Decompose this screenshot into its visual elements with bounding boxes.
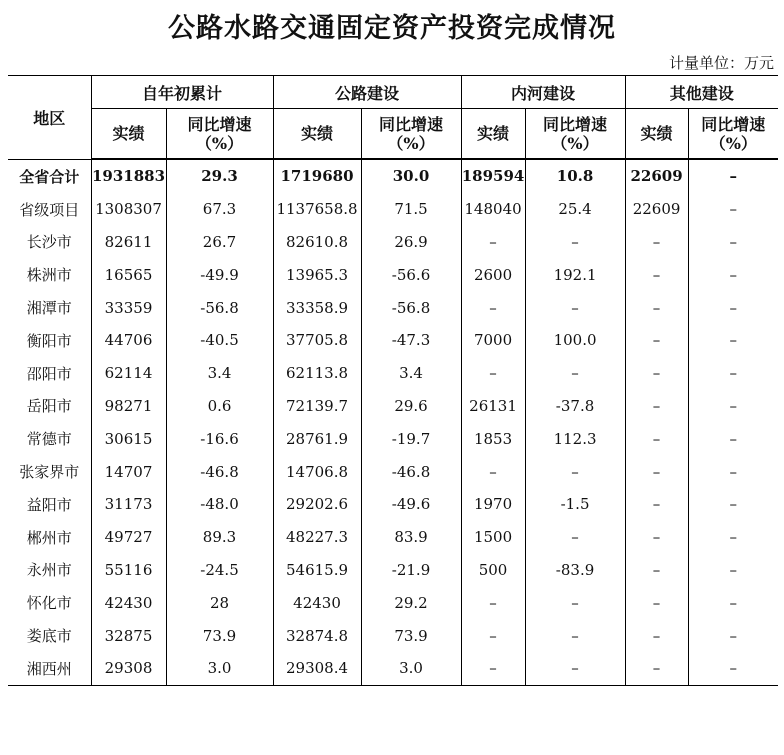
group-header-highway: 公路建设: [273, 76, 461, 109]
waterway-actual-cell: –: [461, 226, 525, 259]
investment-table: [8, 75, 778, 686]
other-yoy-cell: –: [729, 626, 738, 645]
region-cell: 张家界市: [8, 455, 91, 488]
other-yoy-cell: –: [688, 652, 778, 685]
highway-actual-cell: 62113.8: [273, 357, 361, 390]
ytd-yoy-cell: 26.7: [166, 226, 273, 259]
highway-actual-cell: 33358.9: [273, 291, 361, 324]
table-row: [8, 258, 778, 291]
ytd-yoy-cell: 29.3: [166, 159, 273, 193]
waterway-actual-cell: 189594: [461, 159, 525, 193]
region-cell: 长沙市: [8, 226, 91, 259]
actual-header: 实绩: [625, 109, 688, 160]
highway-yoy-cell: 83.9: [361, 521, 461, 554]
table-row: [8, 159, 778, 193]
table-row: [8, 226, 778, 259]
ytd-actual-cell: 14707: [91, 455, 166, 488]
waterway-yoy-cell: 112.3: [525, 422, 625, 455]
waterway-yoy-cell: –: [525, 291, 625, 324]
highway-actual-cell: 28761.9: [273, 422, 361, 455]
highway-actual-cell: 1137658.8: [273, 193, 361, 226]
ytd-actual-cell: 30615: [91, 422, 166, 455]
ytd-actual-cell: 98271: [91, 390, 166, 423]
table-body: [8, 159, 778, 685]
ytd-yoy-cell: -24.5: [166, 554, 273, 587]
highway-yoy-cell: 73.9: [361, 619, 461, 652]
waterway-actual-cell: 2600: [461, 258, 525, 291]
other-actual-cell: –: [625, 422, 688, 455]
other-yoy-cell: –: [729, 364, 738, 383]
waterway-actual-cell: –: [461, 357, 525, 390]
table-row: [8, 554, 778, 587]
yoy-header: 同比增速 （%）: [166, 109, 273, 160]
highway-yoy-cell: 3.4: [361, 357, 461, 390]
region-header: 地区: [8, 76, 91, 160]
other-actual-cell: –: [625, 586, 688, 619]
ytd-yoy-cell: -49.9: [166, 258, 273, 291]
ytd-actual-cell: 29308: [91, 652, 166, 685]
waterway-actual-cell: –: [461, 652, 525, 685]
actual-header: 实绩: [461, 109, 525, 160]
waterway-actual-cell: –: [461, 619, 525, 652]
other-yoy-cell: –: [729, 593, 738, 612]
other-yoy-cell: –: [729, 265, 738, 284]
other-yoy-cell: –: [729, 560, 738, 579]
table-row: [8, 652, 778, 685]
waterway-actual-cell: 148040: [461, 193, 525, 226]
other-yoy-cell: –: [729, 396, 738, 415]
other-actual-cell: –: [625, 258, 688, 291]
table-row: [8, 324, 778, 357]
region-cell: 邵阳市: [8, 357, 91, 390]
page-title: 公路水路交通固定资产投资完成情况: [168, 13, 616, 44]
ytd-yoy-cell: -56.8: [166, 291, 273, 324]
ytd-yoy-cell: 89.3: [166, 521, 273, 554]
waterway-yoy-cell: 10.8: [525, 159, 625, 193]
ytd-actual-cell: 49727: [91, 521, 166, 554]
ytd-yoy-cell: -46.8: [166, 455, 273, 488]
region-cell: 益阳市: [8, 488, 91, 521]
waterway-yoy-cell: –: [525, 226, 625, 259]
region-cell: 娄底市: [8, 619, 91, 652]
highway-actual-cell: 32874.8: [273, 619, 361, 652]
other-yoy-cell: –: [729, 232, 738, 251]
region-cell: 衡阳市: [8, 324, 91, 357]
ytd-yoy-cell: 0.6: [166, 390, 273, 423]
yoy-header: 同比增速 （%）: [361, 109, 461, 160]
actual-header: 实绩: [273, 109, 361, 160]
highway-yoy-cell: -47.3: [361, 324, 461, 357]
other-yoy-cell: –: [729, 462, 738, 481]
waterway-yoy-cell: –: [525, 586, 625, 619]
ytd-actual-cell: 62114: [91, 357, 166, 390]
region-cell: 株洲市: [8, 258, 91, 291]
other-yoy-cell: –: [729, 298, 738, 317]
waterway-actual-cell: –: [461, 586, 525, 619]
waterway-yoy-cell: –: [525, 619, 625, 652]
highway-actual-cell: 72139.7: [273, 390, 361, 423]
other-actual-cell: –: [625, 357, 688, 390]
highway-yoy-cell: 3.0: [361, 652, 461, 685]
highway-actual-cell: 1719680: [273, 159, 361, 193]
ytd-yoy-cell: 3.0: [166, 652, 273, 685]
other-actual-cell: –: [625, 554, 688, 587]
other-actual-cell: –: [625, 488, 688, 521]
region-cell: 常德市: [8, 422, 91, 455]
table-row: [8, 521, 778, 554]
other-yoy-cell: –: [729, 429, 738, 448]
yoy-header: 同比增速 （%）: [525, 109, 625, 160]
other-actual-cell: –: [625, 226, 688, 259]
other-actual-cell: –: [625, 619, 688, 652]
ytd-yoy-cell: -48.0: [166, 488, 273, 521]
table-row: [8, 193, 778, 226]
ytd-actual-cell: 32875: [91, 619, 166, 652]
highway-yoy-cell: 30.0: [361, 159, 461, 193]
waterway-yoy-cell: –: [525, 357, 625, 390]
highway-yoy-cell: 29.6: [361, 390, 461, 423]
highway-yoy-cell: -21.9: [361, 554, 461, 587]
other-actual-cell: –: [625, 455, 688, 488]
other-actual-cell: 22609: [625, 193, 688, 226]
highway-yoy-cell: 29.2: [361, 586, 461, 619]
region-cell: 全省合计: [8, 159, 91, 193]
waterway-yoy-cell: -83.9: [525, 554, 625, 587]
other-yoy-cell: –: [729, 200, 738, 219]
ytd-actual-cell: 31173: [91, 488, 166, 521]
ytd-actual-cell: 82611: [91, 226, 166, 259]
highway-actual-cell: 14706.8: [273, 455, 361, 488]
other-actual-cell: –: [625, 652, 688, 685]
other-actual-cell: –: [625, 324, 688, 357]
ytd-actual-cell: 42430: [91, 586, 166, 619]
waterway-actual-cell: 500: [461, 554, 525, 587]
ytd-actual-cell: 44706: [91, 324, 166, 357]
table-row: [8, 586, 778, 619]
table-row: [8, 390, 778, 423]
ytd-yoy-cell: 3.4: [166, 357, 273, 390]
region-cell: 省级项目: [8, 193, 91, 226]
table-row: [8, 357, 778, 390]
ytd-yoy-cell: -16.6: [166, 422, 273, 455]
waterway-actual-cell: 1970: [461, 488, 525, 521]
ytd-actual-cell: 1931883: [91, 159, 166, 193]
group-header-inland-waterway: 内河建设: [461, 76, 625, 109]
group-header-other: 其他建设: [625, 76, 778, 109]
highway-actual-cell: 54615.9: [273, 554, 361, 587]
highway-yoy-cell: -56.6: [361, 258, 461, 291]
table-row: [8, 422, 778, 455]
waterway-actual-cell: 7000: [461, 324, 525, 357]
ytd-actual-cell: 55116: [91, 554, 166, 587]
other-actual-cell: –: [625, 291, 688, 324]
waterway-yoy-cell: 25.4: [525, 193, 625, 226]
waterway-yoy-cell: –: [525, 652, 625, 685]
waterway-yoy-cell: -1.5: [525, 488, 625, 521]
table-row: [8, 488, 778, 521]
other-yoy-cell: –: [729, 528, 738, 547]
ytd-actual-cell: 1308307: [91, 193, 166, 226]
waterway-yoy-cell: 100.0: [525, 324, 625, 357]
other-yoy-cell: –: [729, 167, 738, 186]
highway-actual-cell: 13965.3: [273, 258, 361, 291]
waterway-yoy-cell: -37.8: [525, 390, 625, 423]
ytd-yoy-cell: 28: [166, 586, 273, 619]
other-actual-cell: –: [625, 390, 688, 423]
table-row: [8, 455, 778, 488]
ytd-actual-cell: 16565: [91, 258, 166, 291]
region-cell: 湘潭市: [8, 291, 91, 324]
highway-yoy-cell: -46.8: [361, 455, 461, 488]
ytd-yoy-cell: -40.5: [166, 324, 273, 357]
waterway-actual-cell: –: [461, 455, 525, 488]
highway-actual-cell: 37705.8: [273, 324, 361, 357]
table-row: [8, 291, 778, 324]
highway-actual-cell: 82610.8: [273, 226, 361, 259]
highway-actual-cell: 48227.3: [273, 521, 361, 554]
waterway-yoy-cell: –: [525, 455, 625, 488]
waterway-actual-cell: 1853: [461, 422, 525, 455]
ytd-actual-cell: 33359: [91, 291, 166, 324]
unit-label: 计量单位：万元: [668, 54, 774, 72]
highway-yoy-cell: -56.8: [361, 291, 461, 324]
waterway-actual-cell: 26131: [461, 390, 525, 423]
ytd-yoy-cell: 73.9: [166, 619, 273, 652]
yoy-header: 同比增速 （%）: [688, 109, 778, 160]
highway-yoy-cell: -49.6: [361, 488, 461, 521]
highway-actual-cell: 29308.4: [273, 652, 361, 685]
table-row: [8, 619, 778, 652]
group-header-ytd: 自年初累计: [91, 76, 273, 109]
highway-yoy-cell: 26.9: [361, 226, 461, 259]
highway-yoy-cell: 71.5: [361, 193, 461, 226]
ytd-yoy-cell: 67.3: [166, 193, 273, 226]
region-cell: 永州市: [8, 554, 91, 587]
other-actual-cell: 22609: [625, 159, 688, 193]
other-yoy-cell: –: [729, 495, 738, 514]
region-cell: 郴州市: [8, 521, 91, 554]
waterway-yoy-cell: –: [525, 521, 625, 554]
other-actual-cell: –: [625, 521, 688, 554]
highway-actual-cell: 29202.6: [273, 488, 361, 521]
highway-yoy-cell: -19.7: [361, 422, 461, 455]
other-yoy-cell: –: [729, 331, 738, 350]
waterway-actual-cell: 1500: [461, 521, 525, 554]
actual-header: 实绩: [91, 109, 166, 160]
region-cell: 岳阳市: [8, 390, 91, 423]
waterway-yoy-cell: 192.1: [525, 258, 625, 291]
highway-actual-cell: 42430: [273, 586, 361, 619]
region-cell: 湘西州: [8, 652, 91, 685]
region-cell: 怀化市: [8, 586, 91, 619]
waterway-actual-cell: –: [461, 291, 525, 324]
